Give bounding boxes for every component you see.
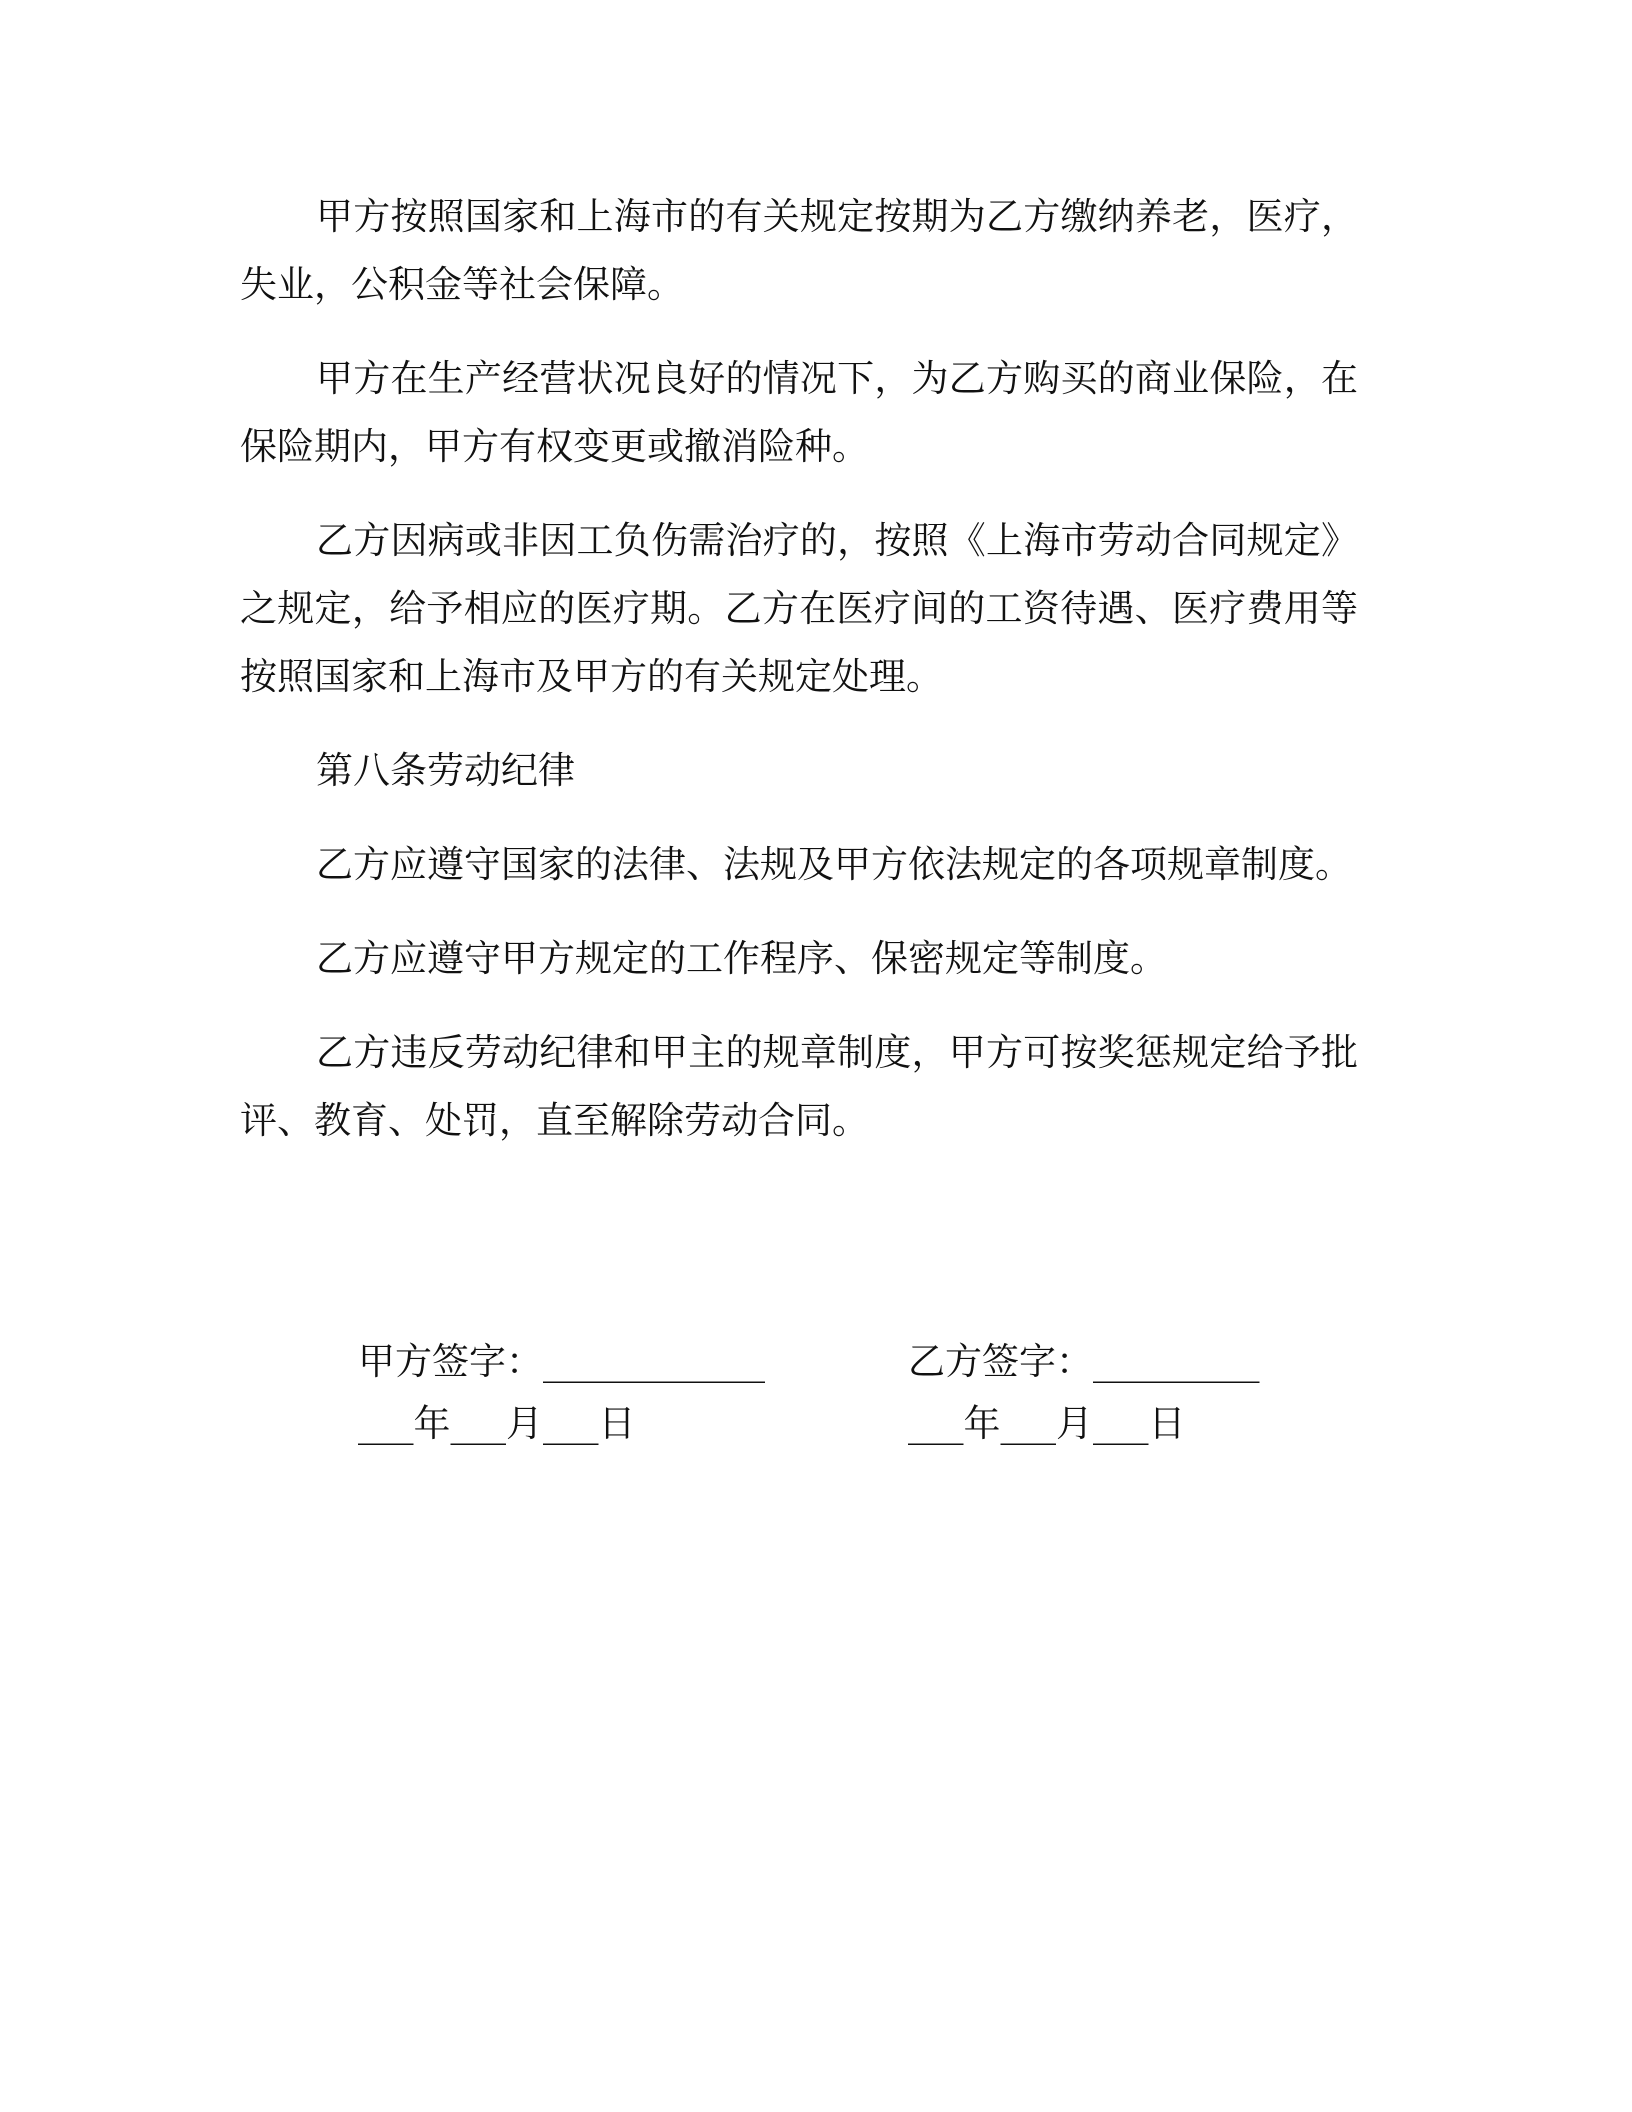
paragraph-medical-period: 乙方因病或非因工负伤需治疗的，按照《上海市劳动合同规定》之规定，给予相应的医疗期。乙方在医疗间的工资待遇、医疗费用等按照国家和上海市及甲方的有关规定处理。 bbox=[240, 519, 1358, 698]
paragraph-comply-procedures: 乙方应遵守甲方规定的工作程序、保密规定等制度。 bbox=[316, 937, 1167, 980]
paragraph-violation: 乙方违反劳动纪律和甲主的规章制度，甲方可按奖惩规定给予批评、教育、处罚，直至解除劳动合同。 bbox=[240, 1031, 1358, 1142]
document-body bbox=[240, 183, 1358, 1181]
paragraph-commercial-insurance: 甲方在生产经营状况良好的情况下，为乙方购买的商业保险，在保险期内，甲方有权变更或撤消险种。 bbox=[240, 357, 1358, 468]
article-heading: 第八条劳动纪律 bbox=[316, 749, 575, 792]
party-b-date-line: ___年___月___日 bbox=[908, 1402, 1186, 1445]
paragraph-social-insurance: 甲方按照国家和上海市的有关规定按期为乙方缴纳养老，医疗，失业，公积金等社会保障。 bbox=[240, 195, 1358, 306]
party-b-signature-line: 乙方签字：_________ bbox=[908, 1340, 1260, 1383]
party-a-date-line: ___年___月___日 bbox=[358, 1402, 636, 1445]
party-b-signature-block bbox=[908, 1331, 1260, 1455]
party-a-signature-block bbox=[358, 1331, 765, 1455]
paragraph-comply-laws: 乙方应遵守国家的法律、法规及甲方依法规定的各项规章制度。 bbox=[316, 843, 1352, 886]
party-a-signature-line: 甲方签字：____________ bbox=[358, 1340, 765, 1383]
